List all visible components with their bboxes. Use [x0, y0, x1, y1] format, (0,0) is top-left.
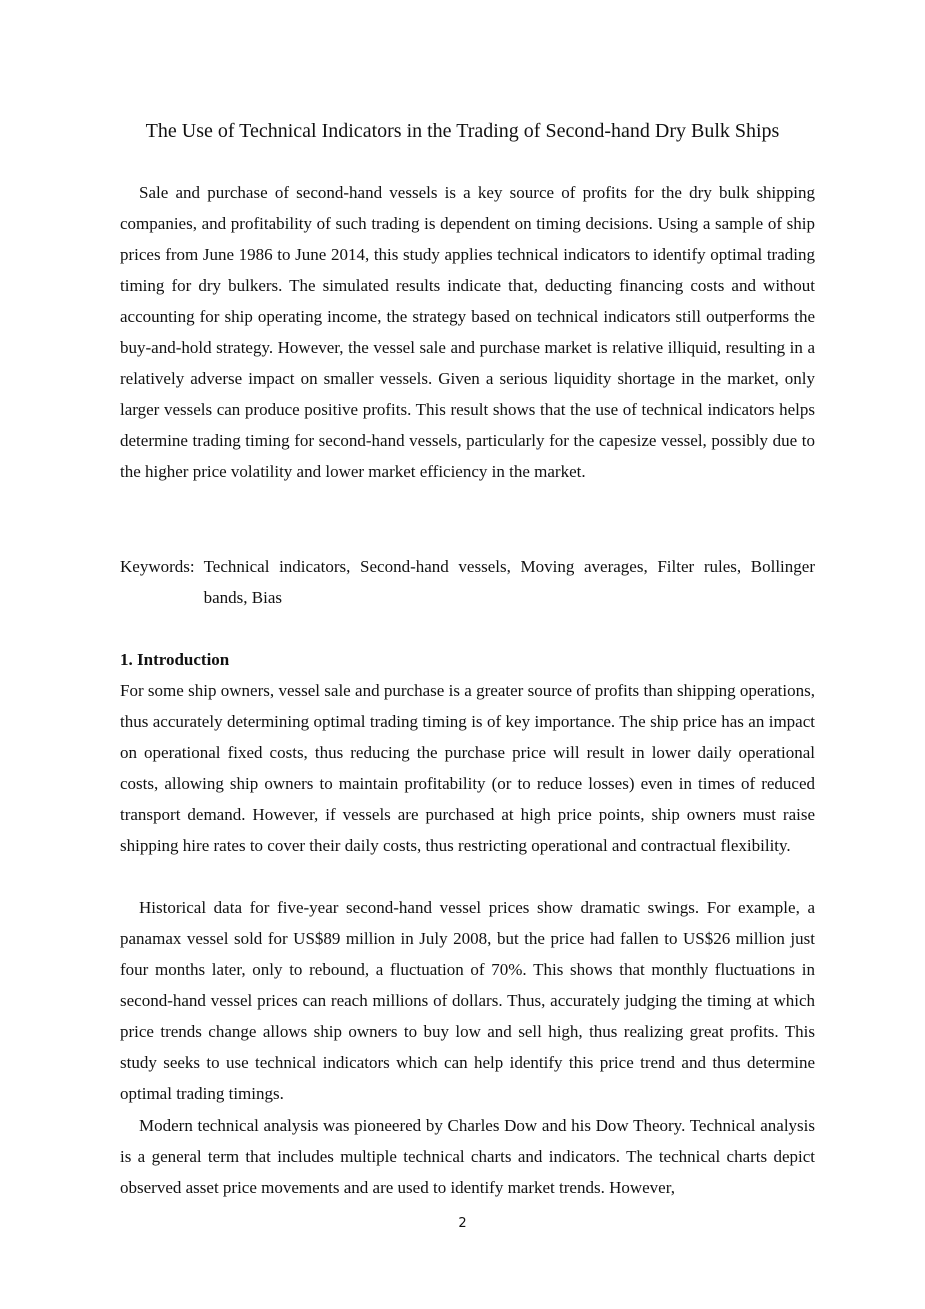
body-paragraph: Historical data for five-year second-hand vessel prices show dramatic swings. For example, a panamax vessel sold for US$89 million in July 2008, but the price had fallen to US$26 million just four months later, only to rebound, a fluctuation of 70%. This shows that monthly fluctuations in second-hand vessel prices can reach millions of dollars. Thus, accurately judging the timing at which price trends change allows ship owners to buy low and sell high, thus realizing great profits. This study seeks to use technical indicators which can help identify this price trend and thus determine optimal trading timings. [120, 898, 815, 1103]
paper-title: The Use of Technical Indicators in the Trading of Second-hand Dry Bulk Ships [145, 120, 780, 142]
section-heading-introduction: 1. Introduction [120, 650, 230, 669]
keywords-label: Keywords: [120, 557, 195, 576]
abstract-paragraph: Sale and purchase of second-hand vessels is a key source of profits for the dry bulk shipping companies, and profitability of such trading is dependent on timing decisions. Using a sample of ship prices from June 1986 to June 2014, this study applies technical indicators to identify optimal trading timing for dry bulkers. The simulated results indicate that, deducting financing costs and without accounting for ship operating income, the strategy based on technical indicators still outperforms the buy-and-hold strategy. However, the vessel sale and purchase market is relative illiquid, resulting in a relatively adverse impact on smaller vessels. Given a serious liquidity shortage in the market, only larger vessels can produce positive profits. This result shows that the use of technical indicators helps determine trading timing for second-hand vessels, particularly for the capesize vessel, possibly due to the higher price volatility and lower market efficiency in the market. [120, 183, 815, 481]
page-number: 2 [458, 1216, 467, 1231]
keywords-block [120, 551, 815, 613]
body-paragraph: Modern technical analysis was pioneered by Charles Dow and his Dow Theory. Technical analysis is a general term that includes multiple technical charts and indicators. The technical charts depict observed asset price movements and are used to identify market trends. However, [120, 1116, 815, 1197]
body-paragraph: For some ship owners, vessel sale and purchase is a greater source of profits than shipping operations, thus accurately determining optimal trading timing is of key importance. The ship price has an impact on operational fixed costs, thus reducing the purchase price will result in lower daily operational costs, allowing ship owners to maintain profitability (or to reduce losses) even in times of reduced transport demand. However, if vessels are purchased at high price points, ship owners must raise shipping hire rates to cover their daily costs, thus restricting operational and contractual flexibility. [120, 681, 815, 855]
keywords-list: Technical indicators, Second-hand vessels, Moving averages, Filter rules, Bollinger bands, Bias [203, 557, 815, 607]
